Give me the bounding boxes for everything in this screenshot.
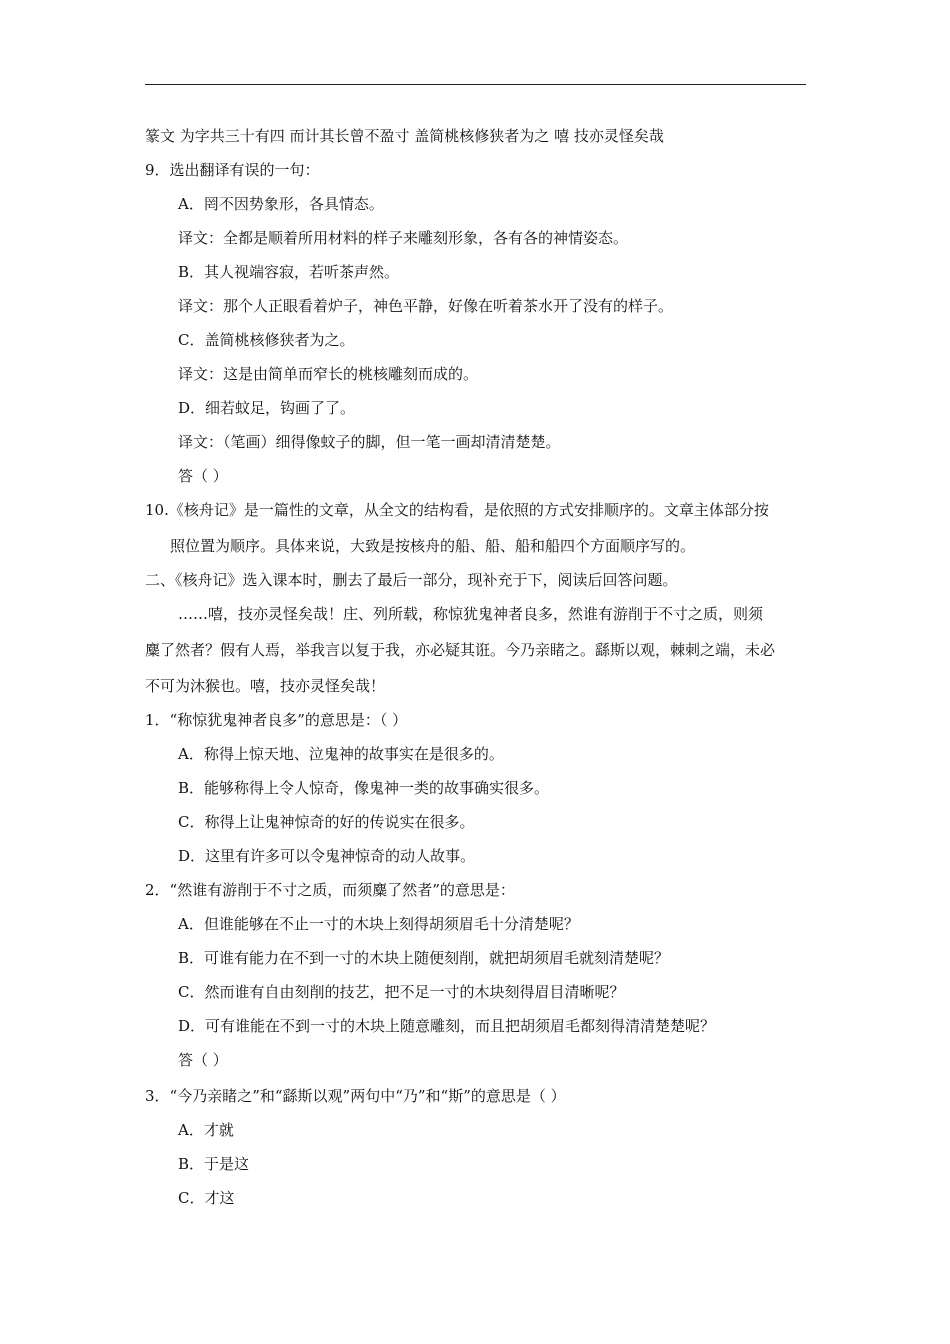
question-2: 2．“然谁有游削于不寸之质，而须麋了然者”的意思是： — [145, 881, 515, 899]
text-line-passage-tail: 篆文 为字共三十有四 而计其长曾不盈寸 盖简桃核修狭者为之 嘻 技亦灵怪矣哉 — [145, 127, 664, 145]
question-10: 10.《核舟记》是一篇性的文章，从全文的结构看，是依照的方式安排顺序的。文章主体部分按 — [145, 501, 769, 519]
translation-9d: 译文：（笔画）细得像蚊子的脚，但一笔一画却清清楚楚。 — [178, 433, 561, 451]
section-two-heading: 二、《核舟记》选入课本时，删去了最后一部分，现补充于下，阅读后回答问题。 — [145, 571, 678, 589]
passage-line-1: ……嘻，技亦灵怪矣哉！庄、列所载，称惊犹鬼神者良多，然谁有游削于不寸之质，则须 — [178, 605, 764, 623]
option-1d: D．这里有许多可以令鬼神惊奇的动人故事。 — [178, 847, 476, 865]
translation-9c: 译文：这是由简单而窄长的桃核雕刻而成的。 — [178, 365, 479, 383]
option-9a: A．罔不因势象形，各具情态。 — [178, 195, 384, 213]
option-2b: B．可谁有能力在不到一寸的木块上随便刻削，就把胡须眉毛就刻清楚呢？ — [178, 949, 670, 967]
option-3b: B．于是这 — [178, 1155, 250, 1173]
option-9d: D．细若蚊足，钩画了了。 — [178, 399, 356, 417]
option-9b: B．其人视端容寂，若听茶声然。 — [178, 263, 400, 281]
question-10-cont: 照位置为顺序。具体来说，大致是按核舟的船、船、船和船四个方面顺序写的。 — [170, 537, 696, 555]
question-3: 3．“今乃亲睹之”和“繇斯以观”两句中“乃”和“斯”的意思是（ ） — [145, 1087, 566, 1105]
answer-blank-9: 答（ ） — [178, 467, 228, 485]
option-2c: C．然而谁有自由刻削的技艺，把不足一寸的木块刻得眉目清晰呢？ — [178, 983, 625, 1001]
question-9: 9．选出翻译有误的一句： — [145, 161, 320, 179]
option-1c: C．称得上让鬼神惊奇的好的传说实在很多。 — [178, 813, 475, 831]
translation-9a: 译文：全都是顺着所用材料的样子来雕刻形象，各有各的神情姿态。 — [178, 229, 629, 247]
header-rule — [145, 84, 806, 85]
option-1b: B．能够称得上令人惊奇，像鬼神一类的故事确实很多。 — [178, 779, 550, 797]
answer-blank-2: 答（ ） — [178, 1051, 228, 1069]
passage-line-3: 不可为沐猴也。嘻，技亦灵怪矣哉！ — [145, 677, 386, 695]
passage-line-2: 麋了然者？假有人焉，举我言以复于我，亦必疑其诳。今乃亲睹之。繇斯以观，棘刺之端，未必 — [145, 641, 776, 659]
option-2d: D．可有谁能在不到一寸的木块上随意雕刻，而且把胡须眉毛都刻得清清楚楚呢？ — [178, 1017, 716, 1035]
option-3a: A．才就 — [178, 1121, 234, 1139]
question-1: 1．“称惊犹鬼神者良多”的意思是：（ ） — [145, 711, 408, 729]
option-9c: C．盖简桃核修狭者为之。 — [178, 331, 355, 349]
option-1a: A．称得上惊天地、泣鬼神的故事实在是很多的。 — [178, 745, 504, 763]
option-3c: C．才这 — [178, 1189, 235, 1207]
translation-9b: 译文：那个人正眼看着炉子，神色平静，好像在听着茶水开了没有的样子。 — [178, 297, 674, 315]
option-2a: A．但谁能够在不止一寸的木块上刻得胡须眉毛十分清楚呢？ — [178, 915, 579, 933]
